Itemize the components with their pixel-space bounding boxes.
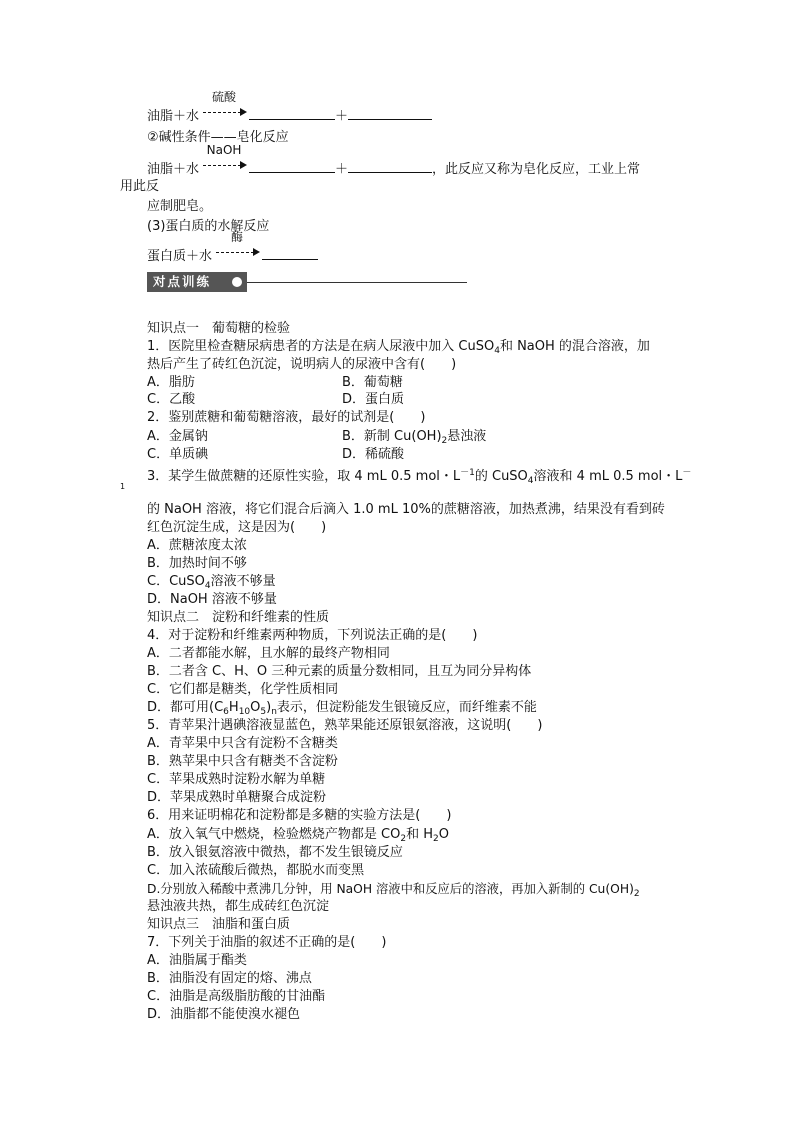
subscript: 4 bbox=[527, 476, 534, 486]
q-text: D．都可用(C bbox=[147, 700, 224, 715]
banner-label: 对点训练 bbox=[153, 274, 212, 289]
q-text: O bbox=[438, 827, 449, 842]
question-3 bbox=[147, 465, 691, 489]
question-text: 的 NaOH 溶液，将它们混合后滴入 1.0 mL 10%的蔗糖溶液，加热煮沸，结果没有看到砖 bbox=[147, 502, 665, 517]
option-c[interactable]: C．加入浓硫酸后微热，都脱水而变黑 bbox=[147, 863, 365, 878]
question-text: 红色沉淀生成，这是因为( ) bbox=[147, 520, 327, 535]
q-text: 1．医院里检查糖尿病患者的方法是在病人尿液中加入 CuSO bbox=[147, 339, 495, 354]
subscript: 2 bbox=[433, 834, 439, 844]
equation-note: ，此反应又称为皂化反应，工业上常 bbox=[432, 162, 641, 177]
reaction-condition: 酶 bbox=[231, 230, 244, 244]
option-c[interactable]: C．乙酸 bbox=[147, 392, 196, 407]
q-text: C．CuSO bbox=[147, 574, 205, 589]
equation-left: 油脂＋水 bbox=[147, 109, 200, 124]
subscript: 4 bbox=[494, 346, 500, 356]
q-text: B．新制 Cu(OH) bbox=[342, 429, 442, 444]
q-text: H bbox=[228, 700, 239, 715]
option-a[interactable] bbox=[147, 827, 449, 847]
subscript: 6 bbox=[223, 707, 229, 717]
question-text: 悬浊液共热，都生成砖红色沉淀 bbox=[147, 899, 330, 914]
q-text: 悬浊液 bbox=[447, 429, 487, 444]
plus-sign: ＋ bbox=[335, 162, 349, 177]
knowledge-point-heading: 知识点一 葡萄糖的检验 bbox=[147, 321, 291, 336]
question-2: 2．鉴别蔗糖和葡萄糖溶液，最好的试剂是( ) bbox=[147, 410, 426, 425]
reaction-condition: 硫酸 bbox=[212, 90, 237, 104]
knowledge-point-heading: 知识点三 油脂和蛋白质 bbox=[147, 917, 291, 932]
option-d[interactable]: D．稀硫酸 bbox=[342, 447, 405, 462]
answer-blank[interactable] bbox=[249, 160, 335, 173]
text-line: 用此反 bbox=[120, 179, 160, 194]
answer-blank[interactable] bbox=[262, 247, 318, 260]
q-text: 溶液和 4 mL 0.5 mol・L bbox=[533, 469, 683, 484]
equation-left: 蛋白质＋水 bbox=[147, 249, 213, 264]
answer-blank[interactable] bbox=[348, 107, 432, 120]
option-a[interactable]: A．油脂属于酯类 bbox=[147, 953, 247, 968]
q-text: 和 NaOH 的混合溶液，加 bbox=[499, 339, 650, 354]
option-b[interactable]: B．放入银氨溶液中微热，都不发生银镜反应 bbox=[147, 845, 403, 860]
q-text: O bbox=[250, 700, 261, 715]
acid-hydrolysis-equation bbox=[147, 90, 432, 125]
saponification-equation bbox=[147, 143, 641, 178]
answer-blank[interactable] bbox=[348, 160, 432, 173]
reaction-arrow-icon bbox=[214, 230, 260, 260]
bullet-icon bbox=[232, 277, 242, 287]
option-d[interactable]: D．NaOH 溶液不够量 bbox=[147, 592, 277, 607]
question-5: 5．青苹果汁遇碘溶液显蓝色，熟苹果能还原银氨溶液，这说明( ) bbox=[147, 718, 543, 733]
reaction-condition: NaOH bbox=[206, 143, 242, 157]
section-banner bbox=[147, 272, 247, 292]
q-text: 3．某学生做蔗糖的还原性实验，取 4 mL 0.5 mol・L bbox=[147, 469, 461, 484]
subscript: 4 bbox=[204, 581, 211, 591]
option-a[interactable]: A．蔗糖浓度太浓 bbox=[147, 538, 247, 553]
option-b[interactable]: B．熟苹果中只含有糖类不含淀粉 bbox=[147, 754, 338, 769]
reaction-arrow-icon bbox=[201, 90, 247, 120]
q-text: D.分别放入稀酸中煮沸几分钟，用 NaOH 溶液中和反应后的溶液，再加入新制的 Cu(OH) bbox=[147, 882, 634, 896]
subscript: 5 bbox=[260, 707, 267, 717]
reaction-arrow-icon bbox=[201, 143, 247, 173]
superscript: －1 bbox=[460, 468, 475, 478]
option-c[interactable]: C．油脂是高级脂肪酸的甘油酯 bbox=[147, 989, 326, 1004]
subscript: 10 bbox=[238, 707, 251, 717]
q-text: 的 CuSO bbox=[474, 469, 528, 484]
question-6: 6．用来证明棉花和淀粉都是多糖的实验方法是( ) bbox=[147, 808, 452, 823]
option-a[interactable]: A．脂肪 bbox=[147, 375, 195, 390]
subscript: 2 bbox=[633, 889, 640, 899]
divider bbox=[247, 282, 467, 283]
option-c[interactable] bbox=[147, 574, 276, 594]
q-text: 和 H bbox=[406, 827, 433, 842]
option-b[interactable]: B．油脂没有固定的熔、沸点 bbox=[147, 971, 312, 986]
answer-blank[interactable] bbox=[249, 107, 335, 120]
question-1 bbox=[147, 339, 650, 359]
subscript: 2 bbox=[400, 834, 407, 844]
question-text: 热后产生了砖红色沉淀，说明病人的尿液中含有( ) bbox=[147, 357, 457, 372]
option-d[interactable] bbox=[147, 700, 537, 720]
equation-left: 油脂＋水 bbox=[147, 162, 200, 177]
option-b[interactable]: B．二者含 C、H、O 三种元素的质量分数相同，且互为同分异构体 bbox=[147, 664, 532, 679]
option-c[interactable]: C．单质碘 bbox=[147, 447, 209, 462]
q-text: 表示，但淀粉能发生银镜反应，而纤维素不能 bbox=[276, 700, 537, 715]
superscript-fragment: 1 bbox=[120, 482, 126, 491]
subscript: n bbox=[271, 707, 277, 717]
protein-title: (3)蛋白质的水解反应 bbox=[147, 219, 270, 234]
option-b[interactable]: B．加热时间不够 bbox=[147, 556, 247, 571]
option-d[interactable]: D．苹果成熟时单糖聚合成淀粉 bbox=[147, 790, 327, 805]
question-7: 7．下列关于油脂的叙述不正确的是( ) bbox=[147, 935, 387, 950]
protein-equation bbox=[147, 230, 318, 265]
subscript: 2 bbox=[441, 436, 448, 446]
q-text: ) bbox=[266, 700, 272, 715]
question-4: 4．对于淀粉和纤维素两种物质，下列说法正确的是( ) bbox=[147, 628, 478, 643]
superscript: － bbox=[682, 468, 692, 478]
option-b[interactable] bbox=[342, 429, 486, 449]
alkali-title: ②碱性条件——皂化反应 bbox=[147, 130, 289, 145]
option-d[interactable]: D．油脂都不能使溴水褪色 bbox=[147, 1007, 301, 1022]
text-line: 应制肥皂。 bbox=[147, 199, 213, 214]
q-text: A．放入氧气中燃烧，检验燃烧产物都是 CO bbox=[147, 827, 401, 842]
option-a[interactable]: A．青苹果中只含有淀粉不含糖类 bbox=[147, 736, 338, 751]
option-c[interactable]: C．苹果成熟时淀粉水解为单糖 bbox=[147, 772, 326, 787]
option-a[interactable]: A．金属钠 bbox=[147, 429, 208, 444]
q-text: 溶液不够量 bbox=[210, 574, 276, 589]
option-c[interactable]: C．它们都是糖类，化学性质相同 bbox=[147, 682, 339, 697]
plus-sign: ＋ bbox=[335, 109, 349, 124]
option-b[interactable]: B．葡萄糖 bbox=[342, 375, 403, 390]
knowledge-point-heading: 知识点二 淀粉和纤维素的性质 bbox=[147, 610, 330, 625]
option-d[interactable]: D．蛋白质 bbox=[342, 392, 405, 407]
option-a[interactable]: A．二者都能水解，且水解的最终产物相同 bbox=[147, 646, 390, 661]
